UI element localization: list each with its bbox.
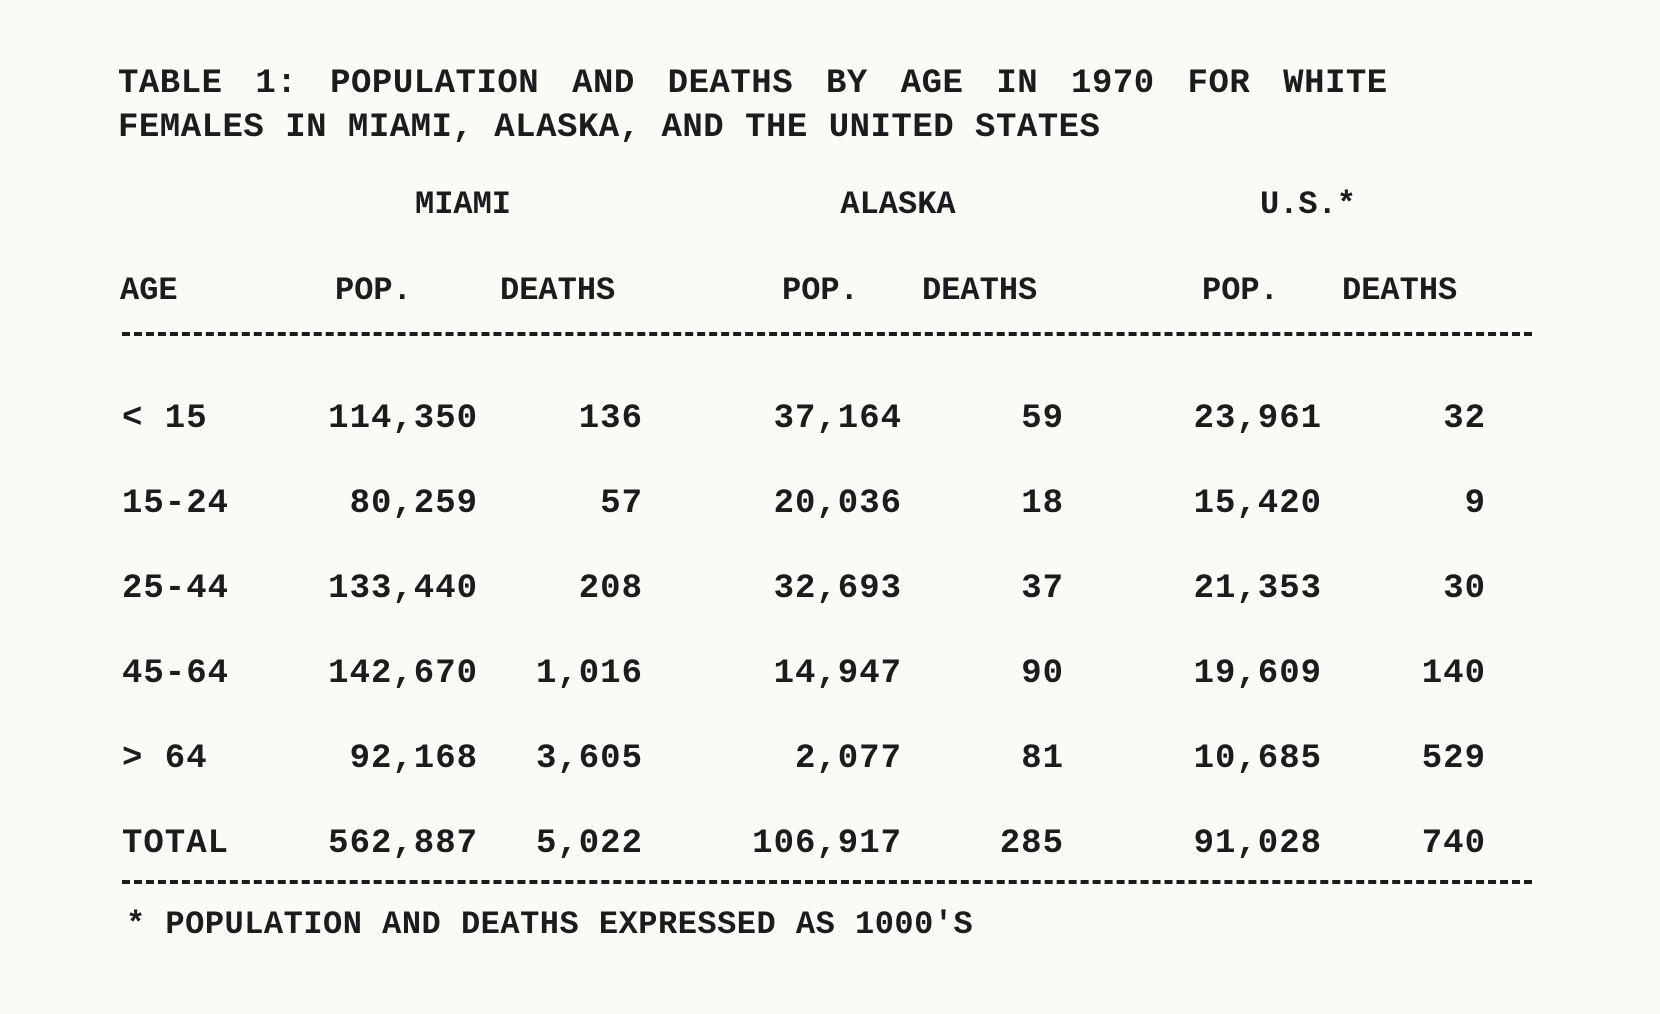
column-header-miami-pop: POP. [335, 272, 412, 309]
cell-miami-deaths: 136 [578, 400, 643, 438]
cell-alaska-deaths: 285 [999, 825, 1064, 863]
column-header-alaska-pop: POP. [782, 272, 859, 309]
cell-miami-pop: 80,259 [349, 485, 478, 523]
cell-us-pop: 21,353 [1193, 570, 1322, 608]
cell-miami-pop: 133,440 [328, 570, 478, 608]
cell-age: TOTAL [122, 825, 230, 863]
cell-us-deaths: 529 [1421, 740, 1486, 778]
header-divider [122, 332, 1532, 336]
cell-miami-pop: 142,670 [328, 655, 478, 693]
column-header-age: AGE [120, 272, 178, 309]
cell-alaska-deaths: 90 [1021, 655, 1064, 693]
cell-alaska-deaths: 18 [1021, 485, 1064, 523]
table-title-line-1: TABLE 1: POPULATION AND DEATHS BY AGE IN 1970 FOR WHITE [118, 65, 1388, 103]
cell-miami-pop: 562,887 [328, 825, 478, 863]
cell-alaska-deaths: 37 [1021, 570, 1064, 608]
cell-miami-deaths: 57 [600, 485, 643, 523]
column-header-alaska-deaths: DEATHS [922, 272, 1038, 309]
cell-miami-deaths: 1,016 [535, 655, 643, 693]
cell-miami-pop: 114,350 [328, 400, 478, 438]
column-header-us-deaths: DEATHS [1342, 272, 1458, 309]
table-title-line-2: FEMALES IN MIAMI, ALASKA, AND THE UNITED STATES [118, 109, 1101, 147]
footer-divider [122, 880, 1532, 884]
cell-us-pop: 15,420 [1193, 485, 1322, 523]
cell-alaska-pop: 14,947 [773, 655, 902, 693]
cell-age: < 15 [122, 400, 208, 438]
cell-us-deaths: 30 [1443, 570, 1486, 608]
table-footnote: * POPULATION AND DEATHS EXPRESSED AS 1000'S [126, 906, 974, 943]
cell-alaska-deaths: 59 [1021, 400, 1064, 438]
cell-us-pop: 10,685 [1193, 740, 1322, 778]
cell-miami-deaths: 3,605 [535, 740, 643, 778]
cell-us-pop: 23,961 [1193, 400, 1322, 438]
cell-age: > 64 [122, 740, 208, 778]
cell-alaska-pop: 2,077 [794, 740, 902, 778]
cell-age: 25-44 [122, 570, 230, 608]
cell-age: 15-24 [122, 485, 230, 523]
cell-us-deaths: 740 [1421, 825, 1486, 863]
cell-us-deaths: 9 [1464, 485, 1486, 523]
column-header-miami-deaths: DEATHS [500, 272, 616, 309]
cell-alaska-deaths: 81 [1021, 740, 1064, 778]
group-header-us: U.S.* [1259, 186, 1356, 223]
cell-us-pop: 19,609 [1193, 655, 1322, 693]
cell-alaska-pop: 20,036 [773, 485, 902, 523]
cell-alaska-pop: 37,164 [773, 400, 902, 438]
cell-alaska-pop: 32,693 [773, 570, 902, 608]
group-header-miami: MIAMI [414, 186, 511, 223]
cell-us-deaths: 140 [1421, 655, 1486, 693]
cell-alaska-pop: 106,917 [752, 825, 902, 863]
group-header-alaska: ALASKA [840, 186, 956, 223]
cell-us-deaths: 32 [1443, 400, 1486, 438]
table-title [118, 62, 1578, 150]
cell-age: 45-64 [122, 655, 230, 693]
cell-miami-deaths: 5,022 [535, 825, 643, 863]
column-header-us-pop: POP. [1202, 272, 1279, 309]
cell-miami-pop: 92,168 [349, 740, 478, 778]
cell-us-pop: 91,028 [1193, 825, 1322, 863]
cell-miami-deaths: 208 [578, 570, 643, 608]
